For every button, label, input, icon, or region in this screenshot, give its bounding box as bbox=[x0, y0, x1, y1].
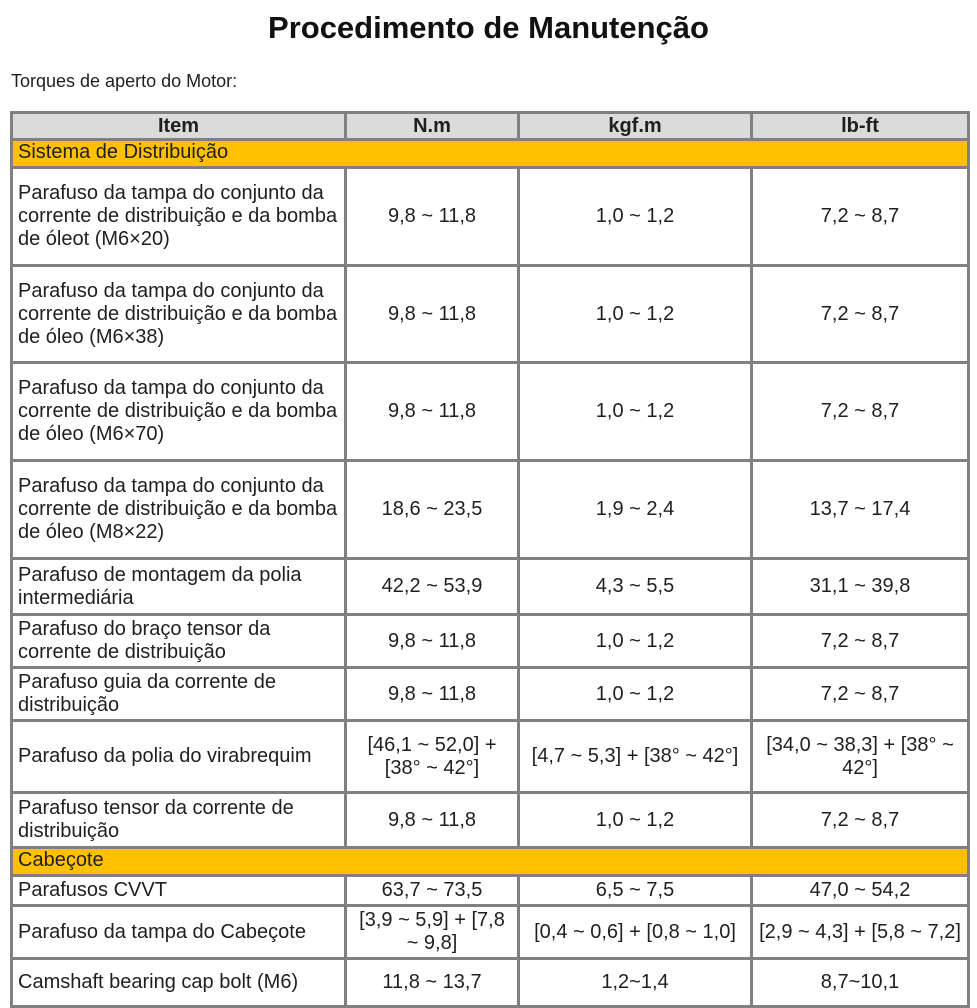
nm-value-cell: 63,7 ~ 73,5 bbox=[346, 876, 519, 906]
nm-value-cell: 18,6 ~ 23,5 bbox=[346, 461, 519, 559]
table-body bbox=[12, 140, 969, 1007]
kgfm-value-cell: 1,0 ~ 1,2 bbox=[519, 266, 752, 363]
table-row bbox=[12, 363, 969, 461]
item-cell: Parafusos CVVT bbox=[12, 876, 346, 906]
kgfm-value-cell: 1,0 ~ 1,2 bbox=[519, 168, 752, 266]
kgfm-value-cell: 1,2~1,4 bbox=[519, 959, 752, 1007]
nm-value-cell: [46,1 ~ 52,0] + [38° ~ 42°] bbox=[346, 721, 519, 793]
column-header-lbft: lb-ft bbox=[752, 113, 969, 140]
table-row bbox=[12, 559, 969, 615]
lbft-value-cell: [2,9 ~ 4,3] + [5,8 ~ 7,2] bbox=[752, 906, 969, 959]
kgfm-value-cell: 1,0 ~ 1,2 bbox=[519, 363, 752, 461]
section-label: Cabeçote bbox=[12, 848, 969, 876]
page-title: Procedimento de Manutenção bbox=[268, 10, 709, 45]
table-row bbox=[12, 168, 969, 266]
nm-value-cell: 9,8 ~ 11,8 bbox=[346, 615, 519, 668]
item-cell: Parafuso da tampa do conjunto da corrente de distribuição e da bomba de óleo (M8×22) bbox=[12, 461, 346, 559]
item-cell: Parafuso tensor da corrente de distribuição bbox=[12, 793, 346, 848]
table-row bbox=[12, 266, 969, 363]
torque-table bbox=[10, 111, 970, 1008]
document-page bbox=[0, 10, 977, 1008]
lbft-value-cell: 7,2 ~ 8,7 bbox=[752, 793, 969, 848]
nm-value-cell: 9,8 ~ 11,8 bbox=[346, 793, 519, 848]
item-cell: Parafuso de montagem da polia intermediária bbox=[12, 559, 346, 615]
table-row bbox=[12, 461, 969, 559]
kgfm-value-cell: 1,0 ~ 1,2 bbox=[519, 668, 752, 721]
nm-value-cell: 9,8 ~ 11,8 bbox=[346, 668, 519, 721]
kgfm-value-cell: 1,0 ~ 1,2 bbox=[519, 615, 752, 668]
lbft-value-cell: 7,2 ~ 8,7 bbox=[752, 615, 969, 668]
column-header-kgfm: kgf.m bbox=[519, 113, 752, 140]
nm-value-cell: 11,8 ~ 13,7 bbox=[346, 959, 519, 1007]
table-row bbox=[12, 906, 969, 959]
nm-value-cell: 9,8 ~ 11,8 bbox=[346, 363, 519, 461]
nm-value-cell: 9,8 ~ 11,8 bbox=[346, 168, 519, 266]
item-cell: Parafuso do braço tensor da corrente de distribuição bbox=[12, 615, 346, 668]
kgfm-value-cell: [4,7 ~ 5,3] + [38° ~ 42°] bbox=[519, 721, 752, 793]
lbft-value-cell: 7,2 ~ 8,7 bbox=[752, 266, 969, 363]
item-cell: Parafuso da tampa do conjunto da corrente de distribuição e da bomba de óleo (M6×38) bbox=[12, 266, 346, 363]
table-row bbox=[12, 721, 969, 793]
table-row bbox=[12, 876, 969, 906]
item-cell: Camshaft bearing cap bolt (M6) bbox=[12, 959, 346, 1007]
column-header-item: Item bbox=[12, 113, 346, 140]
nm-value-cell: 42,2 ~ 53,9 bbox=[346, 559, 519, 615]
kgfm-value-cell: 6,5 ~ 7,5 bbox=[519, 876, 752, 906]
table-row bbox=[12, 959, 969, 1007]
column-header-nm: N.m bbox=[346, 113, 519, 140]
kgfm-value-cell: 1,0 ~ 1,2 bbox=[519, 793, 752, 848]
kgfm-value-cell: 1,9 ~ 2,4 bbox=[519, 461, 752, 559]
kgfm-value-cell: [0,4 ~ 0,6] + [0,8 ~ 1,0] bbox=[519, 906, 752, 959]
nm-value-cell: 9,8 ~ 11,8 bbox=[346, 266, 519, 363]
section-row bbox=[12, 848, 969, 876]
section-row bbox=[12, 140, 969, 168]
lbft-value-cell: [34,0 ~ 38,3] + [38° ~ 42°] bbox=[752, 721, 969, 793]
lbft-value-cell: 47,0 ~ 54,2 bbox=[752, 876, 969, 906]
lbft-value-cell: 7,2 ~ 8,7 bbox=[752, 363, 969, 461]
nm-value-cell: [3,9 ~ 5,9] + [7,8 ~ 9,8] bbox=[346, 906, 519, 959]
table-row bbox=[12, 668, 969, 721]
item-cell: Parafuso da tampa do conjunto da corrente de distribuição e da bomba de óleot (M6×20) bbox=[12, 168, 346, 266]
lbft-value-cell: 31,1 ~ 39,8 bbox=[752, 559, 969, 615]
table-header-row bbox=[12, 113, 969, 140]
section-label: Sistema de Distribuição bbox=[12, 140, 969, 168]
item-cell: Parafuso guia da corrente de distribuição bbox=[12, 668, 346, 721]
lbft-value-cell: 8,7~10,1 bbox=[752, 959, 969, 1007]
kgfm-value-cell: 4,3 ~ 5,5 bbox=[519, 559, 752, 615]
item-cell: Parafuso da tampa do conjunto da corrente de distribuição e da bomba de óleo (M6×70) bbox=[12, 363, 346, 461]
section-heading: Torques de aperto do Motor: bbox=[11, 71, 238, 91]
lbft-value-cell: 13,7 ~ 17,4 bbox=[752, 461, 969, 559]
table-row bbox=[12, 793, 969, 848]
item-cell: Parafuso da tampa do Cabeçote bbox=[12, 906, 346, 959]
table-row bbox=[12, 615, 969, 668]
item-cell: Parafuso da polia do virabrequim bbox=[12, 721, 346, 793]
lbft-value-cell: 7,2 ~ 8,7 bbox=[752, 668, 969, 721]
table-header bbox=[12, 113, 969, 140]
lbft-value-cell: 7,2 ~ 8,7 bbox=[752, 168, 969, 266]
